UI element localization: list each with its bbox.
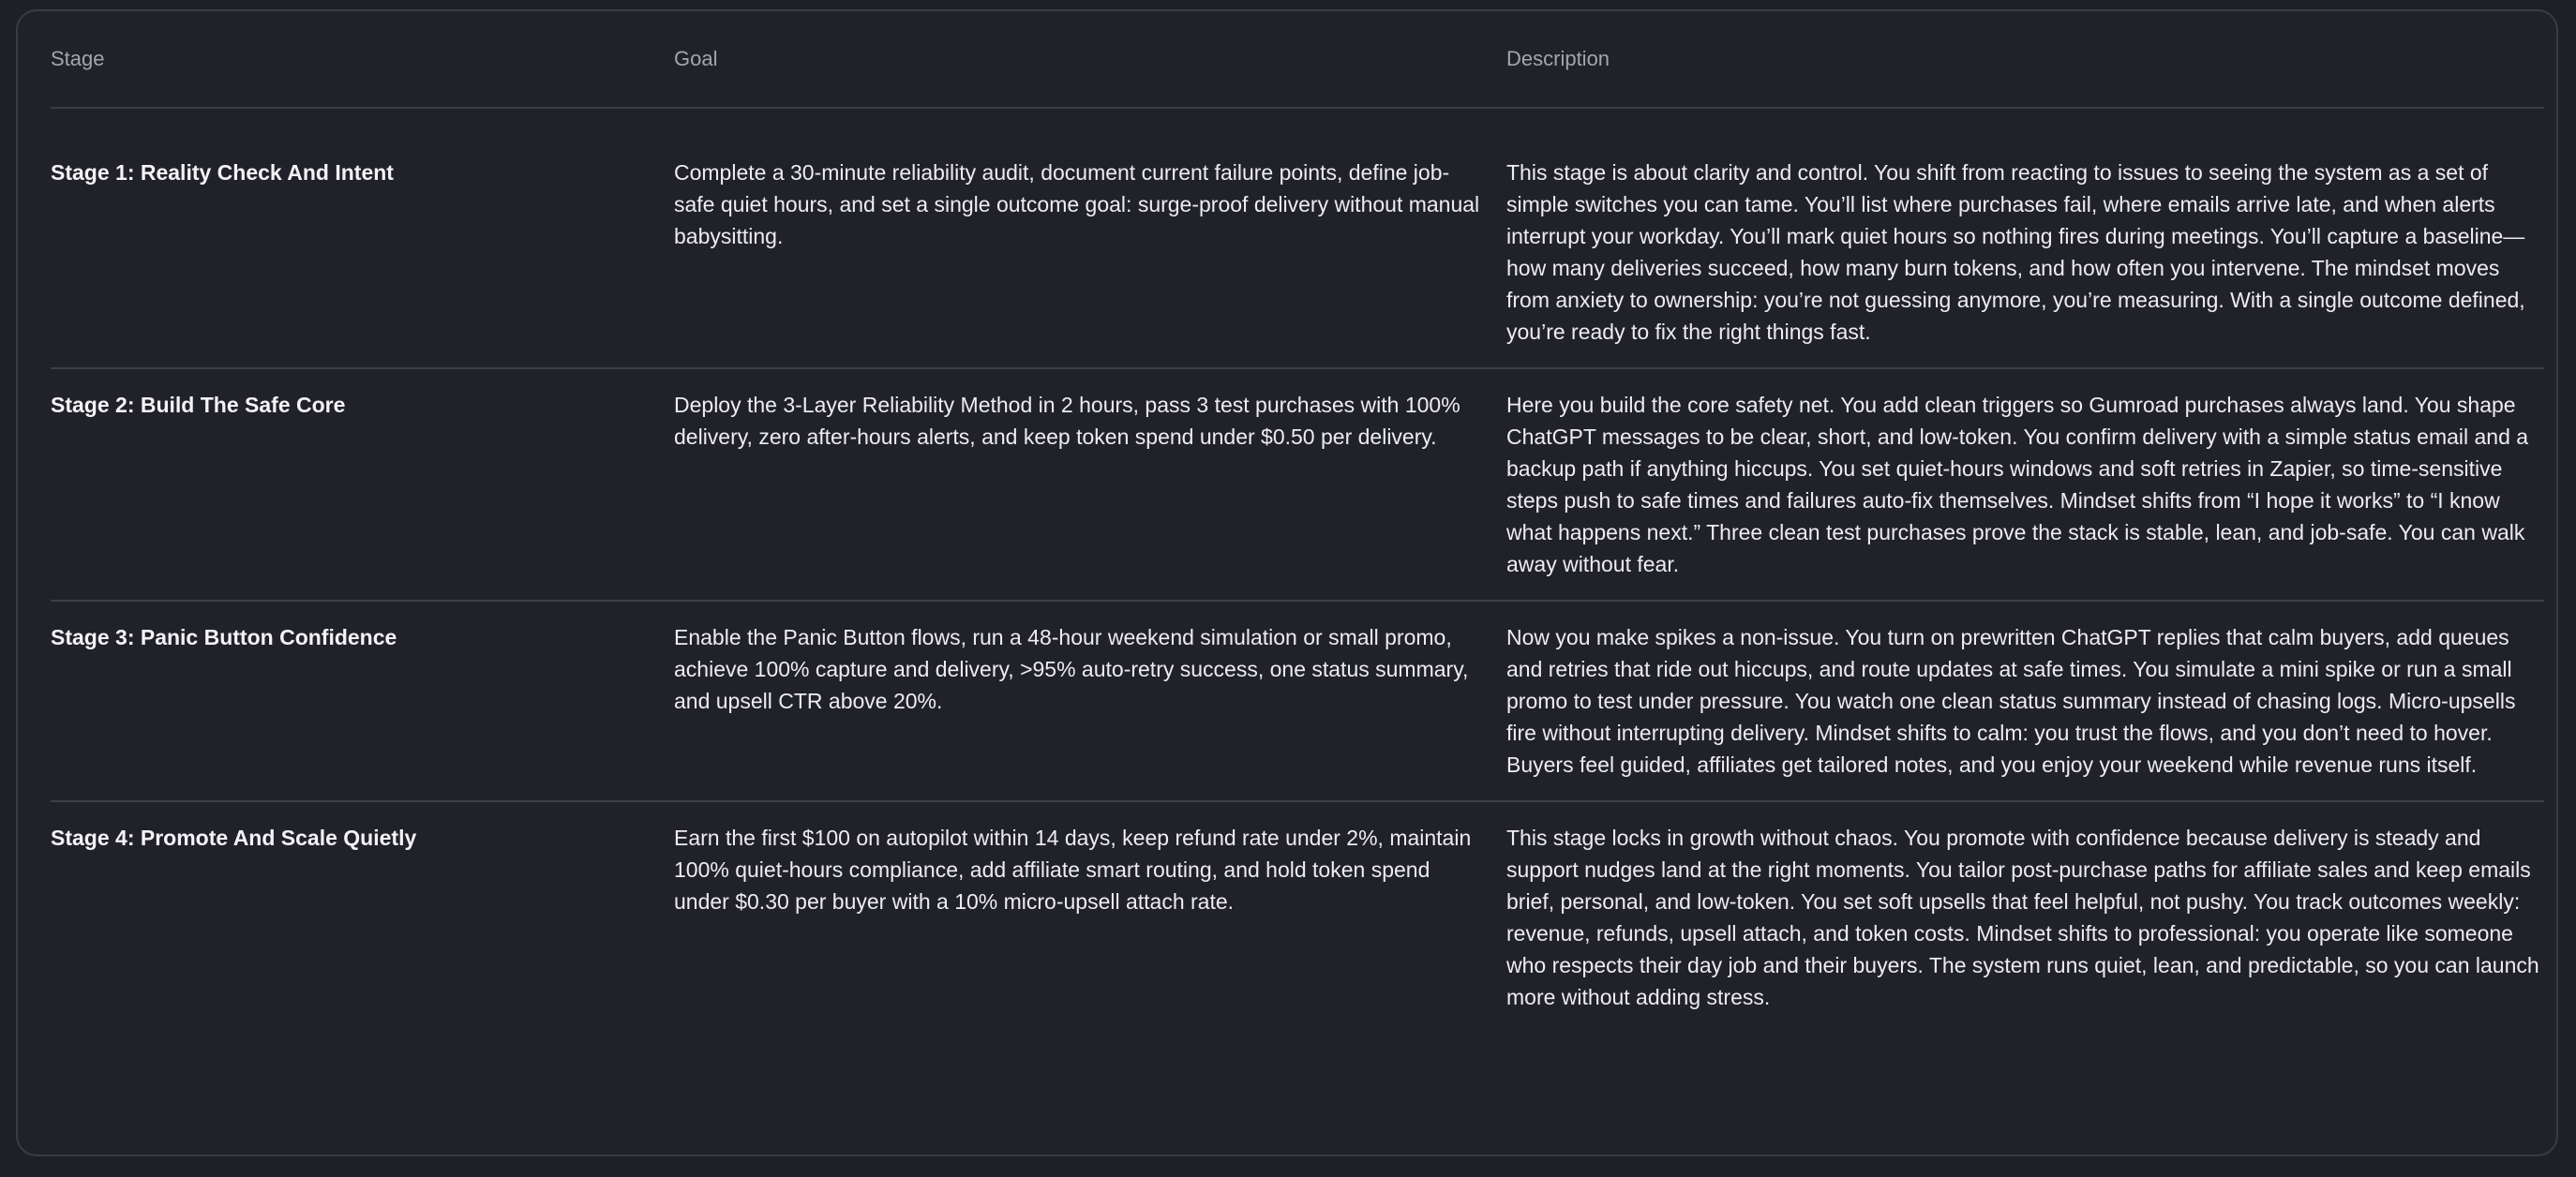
stage-cell: Stage 2: Build The Safe Core	[51, 368, 674, 601]
description-cell: Here you build the core safety net. You add clean triggers so Gumroad purchases always land. You shape ChatGPT messages to be clear, short, and low-token. You confirm delivery with a simple status email and a backup path if anything hiccups. You set quiet-hours windows and soft retries in Zapier, so time-sensitive steps push to safe times and failures auto-fix themselves. Mindset shifts from “I hope it works” to “I know what happens next.” Three clean test purchases prove the stack is stable, lean, and job-safe. You can walk away without fear.	[1506, 368, 2544, 601]
table-row	[51, 801, 2544, 1033]
table-row	[51, 601, 2544, 801]
goal-cell: Complete a 30-minute reliability audit, document current failure points, define job-safe quiet hours, and set a single outcome goal: surge-proof delivery without manual babysitting.	[674, 108, 1506, 368]
description-cell: This stage is about clarity and control. You shift from reacting to issues to seeing the system as a set of simple switches you can tame. You’ll list where purchases fail, where emails arrive late, and when alerts interrupt your workday. You’ll mark quiet hours so nothing fires during meetings. You’ll capture a baseline—how many deliveries succeed, how many burn tokens, and how often you intervene. The mindset moves from anxiety to ownership: you’re not guessing anymore, you’re measuring. With a single outcome defined, you’re ready to fix the right things fast.	[1506, 108, 2544, 368]
column-header-description: Description	[1506, 11, 2544, 108]
description-cell: This stage locks in growth without chaos. You promote with confidence because delivery is steady and support nudges land at the right moments. You tailor post-purchase paths for affiliate sales and keep emails brief, personal, and low-token. You set soft upsells that feel helpful, not pushy. You track outcomes weekly: revenue, refunds, upsell attach, and token costs. Mindset shifts to professional: you operate like someone who respects their day job and their buyers. The system runs quiet, lean, and predictable, so you can launch more without adding stress.	[1506, 826, 2539, 1009]
table-row	[51, 368, 2544, 601]
stage-cell: Stage 1: Reality Check And Intent	[51, 108, 674, 368]
stage-cell: Stage 4: Promote And Scale Quietly	[51, 826, 417, 850]
table-row	[51, 108, 2544, 368]
stages-table	[51, 11, 2544, 1033]
stages-table-panel	[16, 9, 2558, 1156]
table-header-row	[51, 11, 2544, 108]
column-header-goal: Goal	[674, 11, 1506, 108]
goal-cell: Deploy the 3-Layer Reliability Method in 2 hours, pass 3 test purchases with 100% delivery, zero after-hours alerts, and keep token spend under $0.50 per delivery.	[674, 368, 1506, 601]
description-cell: Now you make spikes a non-issue. You turn on prewritten ChatGPT replies that calm buyers, add queues and retries that ride out hiccups, and route updates at safe times. You simulate a mini spike or run a small promo to test under pressure. You watch one clean status summary instead of chasing logs. Micro-upsells fire without interrupting delivery. Mindset shifts to calm: you trust the flows, and you don’t need to hover. Buyers feel guided, affiliates get tailored notes, and you enjoy your weekend while revenue runs itself.	[1506, 601, 2544, 801]
goal-cell: Enable the Panic Button flows, run a 48-hour weekend simulation or small promo, achieve 100% capture and delivery, >95% auto-retry success, one status summary, and upsell CTR above 20%.	[674, 601, 1506, 801]
goal-cell: Earn the first $100 on autopilot within 14 days, keep refund rate under 2%, maintain 100% quiet-hours compliance, add affiliate smart routing, and hold token spend under $0.30 per buyer with a 10% micro-upsell attach rate.	[674, 826, 1472, 914]
column-header-stage: Stage	[51, 11, 674, 108]
stage-cell: Stage 3: Panic Button Confidence	[51, 601, 674, 801]
